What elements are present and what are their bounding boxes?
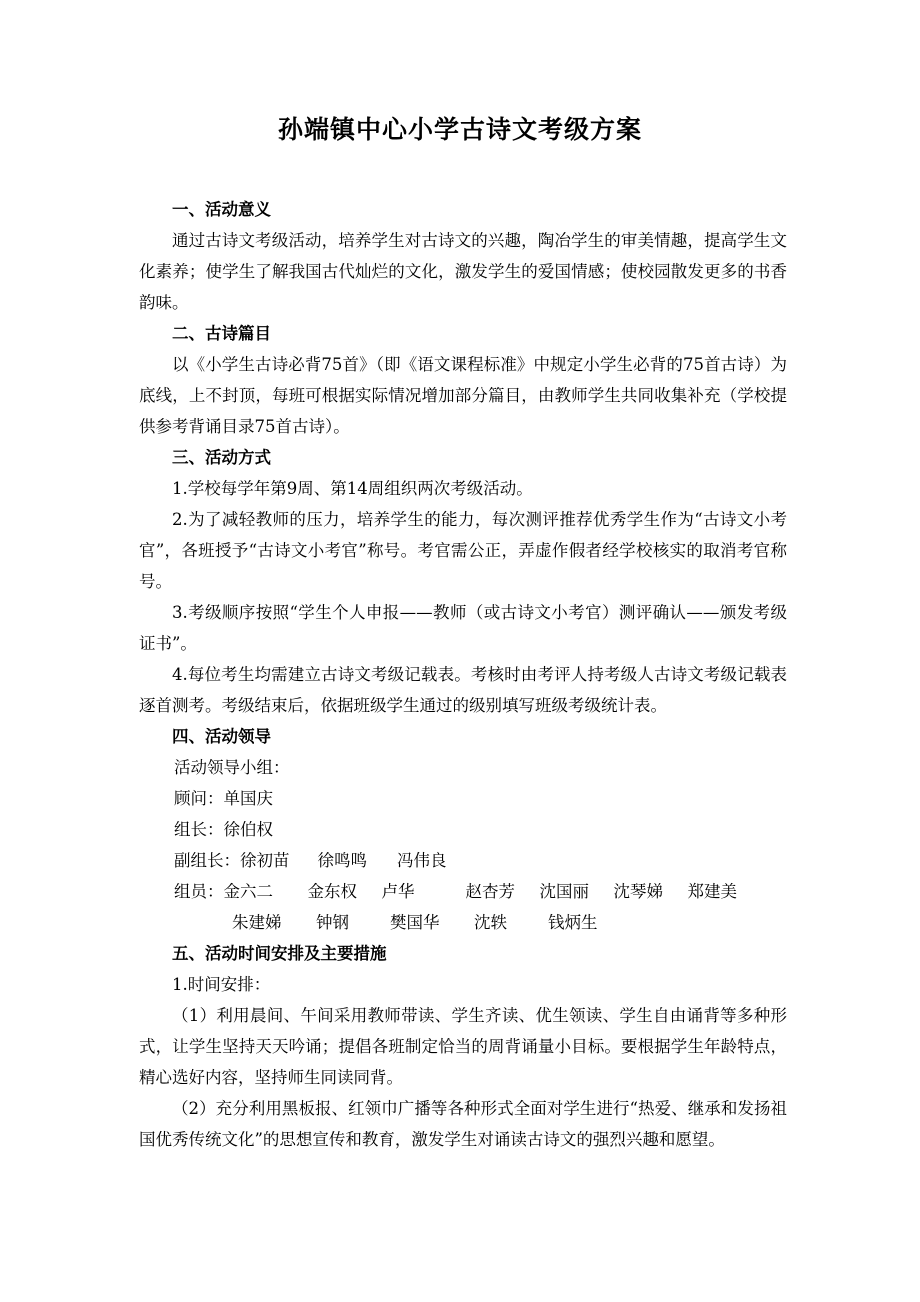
members-line-1 xyxy=(139,876,787,907)
member-name: 钟钢 xyxy=(316,913,349,932)
member-name: 钱炳生 xyxy=(548,913,598,932)
section-5-item-1-1: （1）利用晨间、午间采用教师带读、学生齐读、优生领读、学生自由诵背等多种形式，让学生坚持天天吟诵；提倡各班制定恰当的周背诵量小目标。要根据学生年龄特点，精心选好内容，坚持师生同读同背。 xyxy=(139,1006,787,1087)
deputy-name: 徐初苗 xyxy=(240,851,290,870)
leader-line: 组长：徐伯权 xyxy=(174,820,273,839)
section-1-paragraph: 通过古诗文考级活动，培养学生对古诗文的兴趣，陶冶学生的审美情趣，提高学生文化素养；使学生了解我国古代灿烂的文化，激发学生的爱国情感；使校园散发更多的书香韵味。 xyxy=(139,231,787,312)
member-name: 卢华 xyxy=(381,882,415,901)
section-3-item-3: 3.考级顺序按照“学生个人申报——教师（或古诗文小考官）测评确认——颁发考级证书”。 xyxy=(139,603,787,653)
section-heading-2: 二、古诗篇目 xyxy=(172,324,271,343)
document-body xyxy=(139,194,787,1155)
member-name: 沈轶 xyxy=(474,913,507,932)
member-name: 朱建娣 xyxy=(232,913,282,932)
section-heading-5: 五、活动时间安排及主要措施 xyxy=(172,944,387,963)
deputy-label: 副组长： xyxy=(174,851,240,870)
members-line-2 xyxy=(139,907,787,938)
member-name: 郑建美 xyxy=(687,882,737,901)
member-name: 沈国丽 xyxy=(539,882,589,901)
section-5-item-1: 1.时间安排： xyxy=(172,975,271,994)
deputy-name: 徐鸣鸣 xyxy=(317,851,367,870)
section-heading-3: 三、活动方式 xyxy=(172,448,271,467)
section-heading-1: 一、活动意义 xyxy=(172,200,271,219)
section-3-item-2: 2.为了减轻教师的压力，培养学生的能力，每次测评推荐优秀学生作为“古诗文小考官”，各班授予“古诗文小考官”称号。考官需公正，弄虚作假者经学校核实的取消考官称号。 xyxy=(139,510,787,591)
member-name: 金六二 xyxy=(223,882,273,901)
section-3-item-4: 4.每位考生均需建立古诗文考级记载表。考核时由考评人持考级人古诗文考级记载表逐首测考。考级结束后，依据班级学生通过的级别填写班级考级统计表。 xyxy=(139,665,787,715)
deputy-leaders-line xyxy=(139,845,787,876)
member-name: 樊国华 xyxy=(390,913,440,932)
section-2-paragraph: 以《小学生古诗必背75首》（即《语文课程标准》中规定小学生必背的75首古诗）为底线，上不封顶，每班可根据实际情况增加部分篇目，由教师学生共同收集补充（学校提供参考背诵目录75首古诗）。 xyxy=(139,355,787,436)
members-label: 组员： xyxy=(174,882,224,901)
member-name: 赵杏芳 xyxy=(465,882,515,901)
section-heading-4: 四、活动领导 xyxy=(172,727,271,746)
member-name: 沈琴娣 xyxy=(613,882,663,901)
section-5-item-1-2: （2）充分利用黑板报、红领巾广播等各种形式全面对学生进行“热爱、继承和发扬祖国优秀传统文化”的思想宣传和教育，激发学生对诵读古诗文的强烈兴趣和愿望。 xyxy=(139,1099,787,1149)
leadership-group-label: 活动领导小组： xyxy=(174,758,290,777)
document-title: 孙端镇中心小学古诗文考级方案 xyxy=(277,115,642,144)
deputy-name: 冯伟良 xyxy=(397,851,447,870)
section-3-item-1: 1.学校每学年第9周、第14周组织两次考级活动。 xyxy=(172,479,533,498)
member-name: 金东权 xyxy=(307,882,357,901)
advisor-line: 顾问：单国庆 xyxy=(174,789,273,808)
